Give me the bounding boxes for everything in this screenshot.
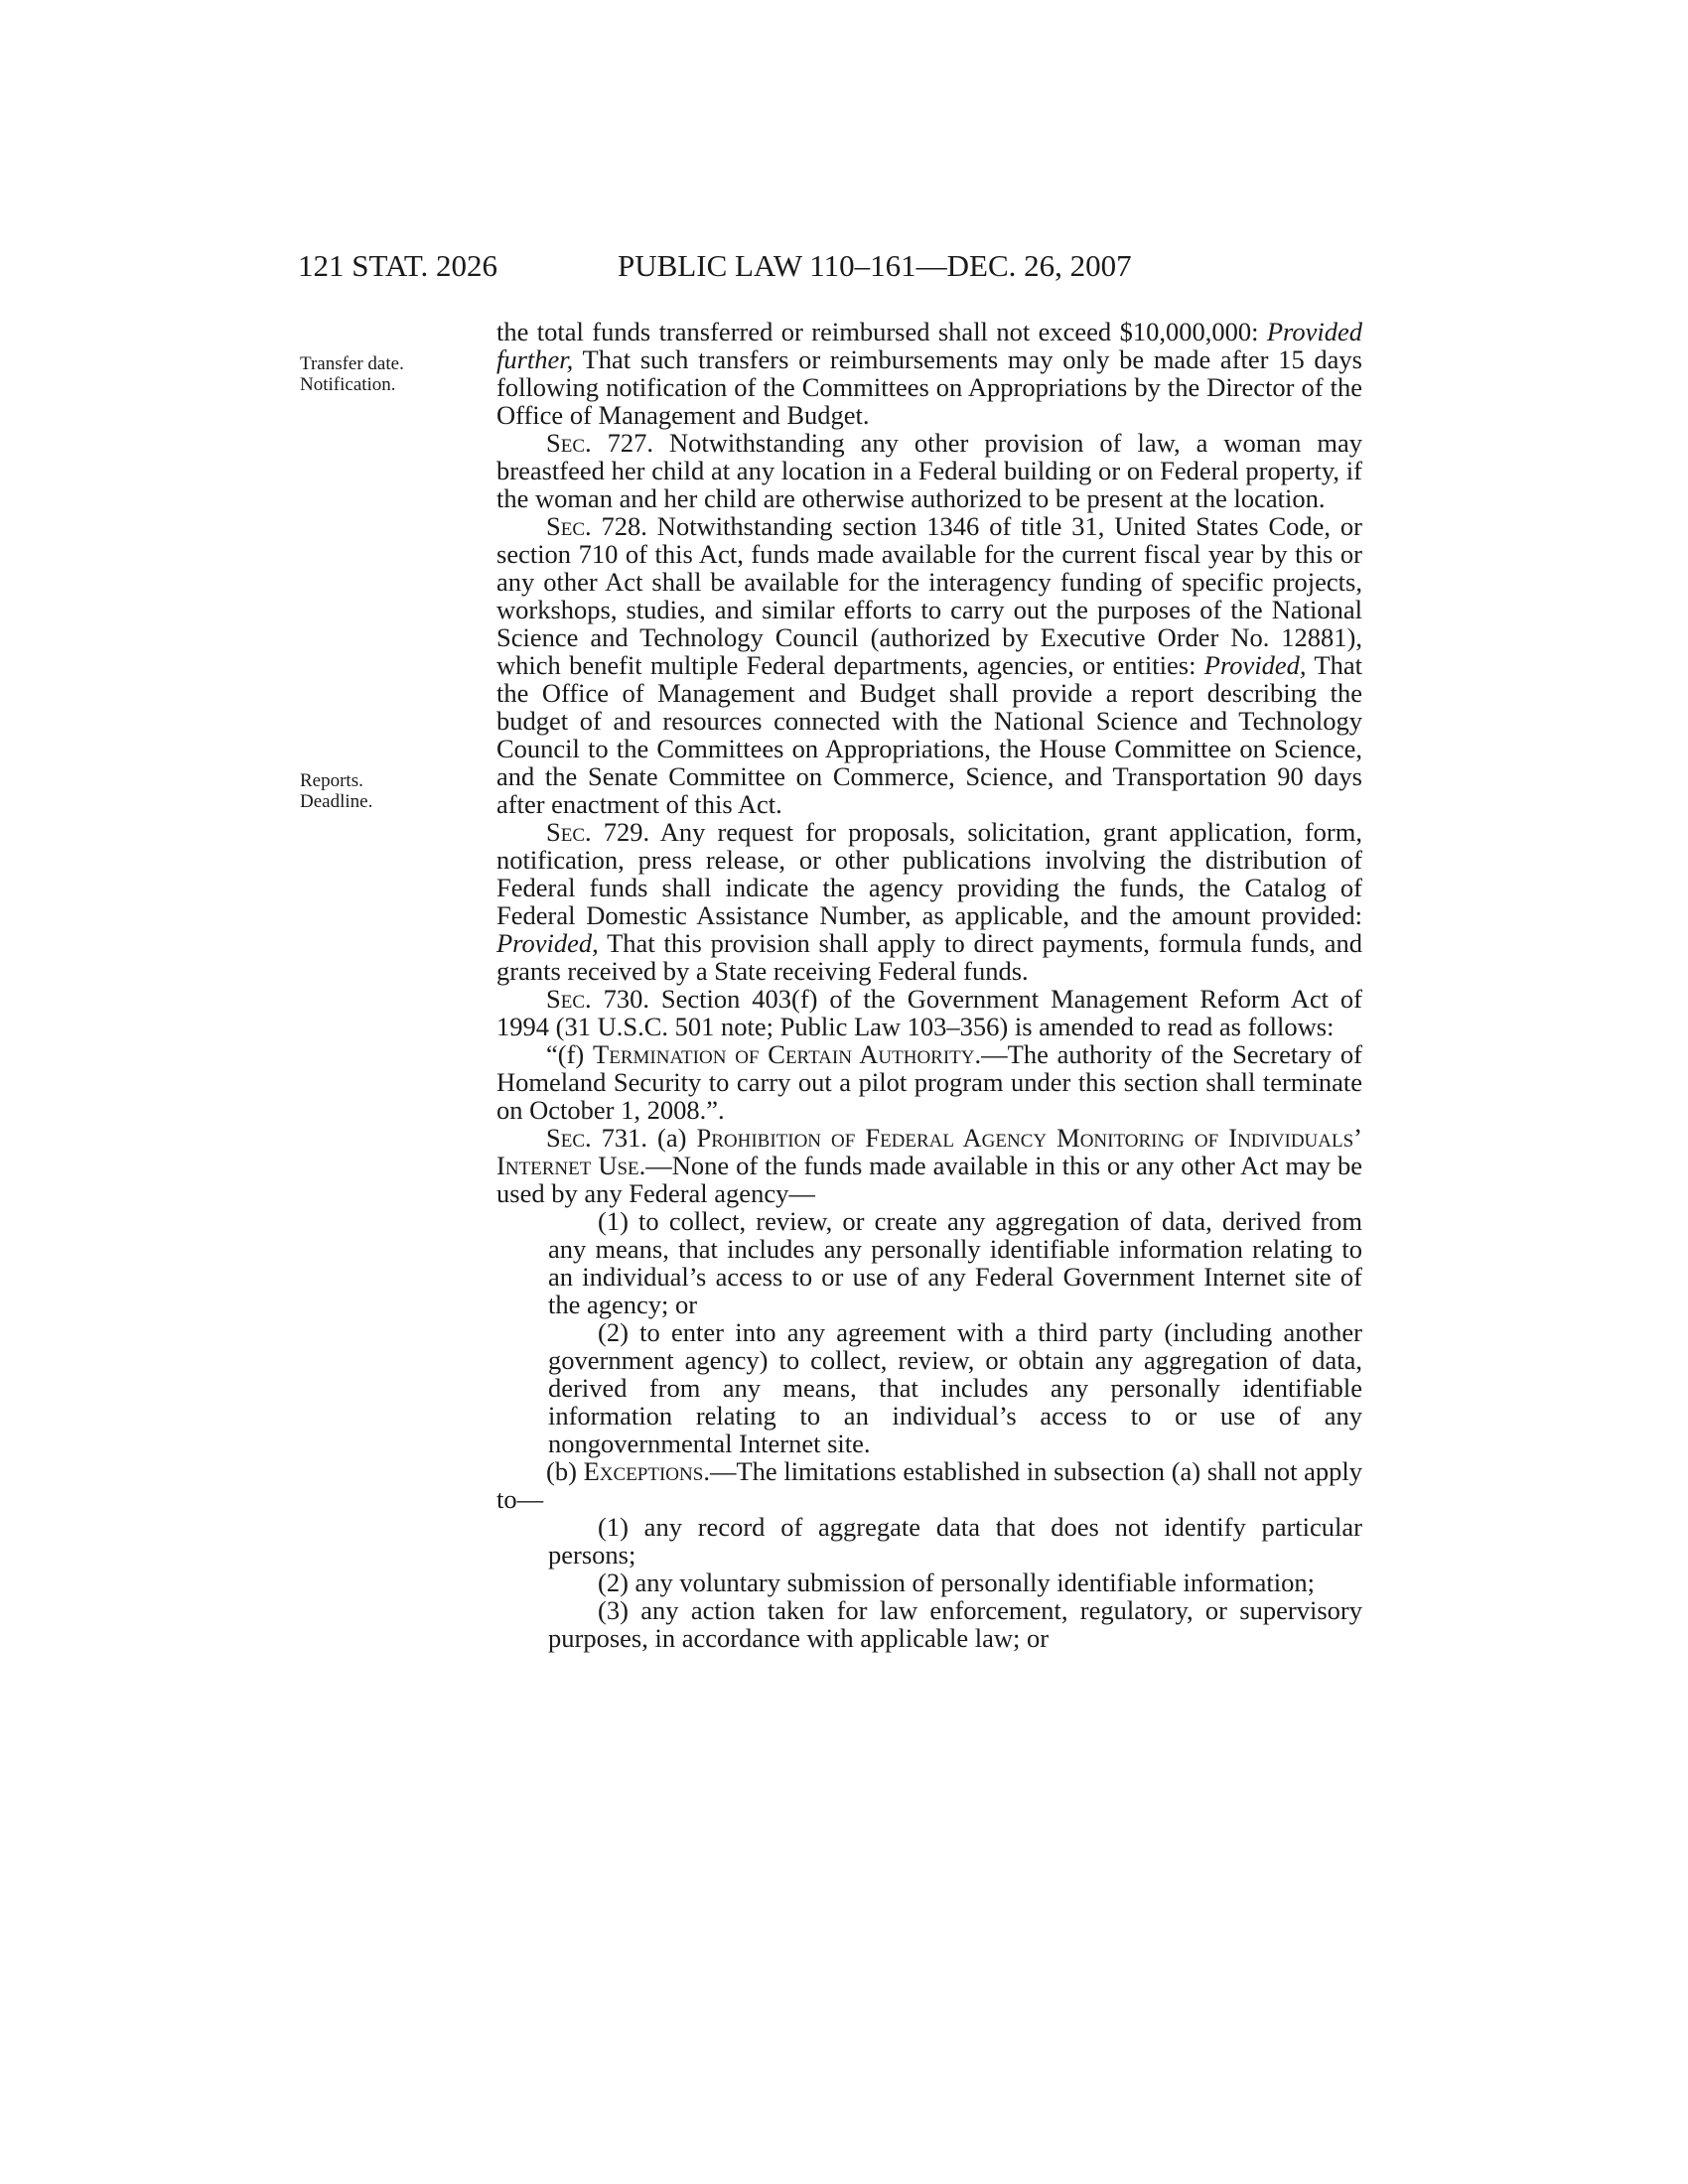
section-label: Sec [546, 984, 586, 1014]
subsection-heading: Exceptions [583, 1456, 704, 1486]
section-730: Sec. 730. Section 403(f) of the Government Management Reform Act of 1994 (31 U.S.C. 501 note; Public Law 103–356) is amended to read as follows: [496, 984, 1362, 1041]
running-head [298, 246, 1370, 286]
section-728: Sec. 728. Notwithstanding section 1346 of title 31, United States Code, or section 710 of this Act, funds made available for the current fiscal year by this or any other Act shall be available for the interagency funding of specific projects, workshops, studies, and similar efforts to carry out the purposes of the National Science and Technology Council (authorized by Executive Order No. 12881), which benefit multiple Federal departments, agencies, or entities: Provided, That the Office of Management and Budget shall provide a report describing the budget of and resources connected with the National Science and Technology Council to the Committees on Appropriations, the House Committee on Science, and the Senate Committee on Commerce, Science, and Transportation 90 days after enactment of this Act. [496, 511, 1362, 819]
section-731-b: (b) Exceptions.—The limitations established in subsection (a) shall not apply to— [496, 1456, 1363, 1514]
subsection-b-item: (3) any action taken for law enforcement, regulatory, or supervisory purposes, in accordance with applicable law; or [548, 1595, 1362, 1653]
margin-note-line: Deadline. [300, 791, 373, 812]
section-729: Sec. 729. Any request for proposals, solicitation, grant application, form, notification, press release, or other publications involving the distribution of Federal funds shall indicate the agency providing the funds, the Catalog of Federal Domestic Assistance Number, as applicable, and the amount provided: Provided, That this provision shall apply to direct payments, formula funds, and grants received by a State receiving Federal funds. [496, 817, 1362, 986]
section-727: Sec. 727. Notwithstanding any other provision of law, a woman may breastfeed her child at any location in a Federal building or on Federal property, if the woman and her child are otherwise authorized to be present at the location. [496, 428, 1362, 513]
section-730-quoted-text: “(f) Termination of Certain Authority.—The authority of the Secretary of Homeland Security to carry out a pilot program under this section shall terminate on October 1, 2008.”. [496, 1039, 1362, 1125]
margin-note-line: Transfer date. [300, 353, 404, 374]
section-label: Sec [546, 428, 586, 458]
section-731: Sec. 731. (a) Prohibition of Federal Agency Monitoring of Individuals’ Internet Use.—None of the funds made available in this or any other Act may be used by any Federal agency— [496, 1123, 1362, 1208]
section-label: Sec [546, 511, 586, 541]
section-label: Sec [546, 817, 586, 847]
margin-note-line: Notification. [300, 374, 396, 395]
subsection-a-item: (2) to enter into any agreement with a third party (including another government agency) to collect, review, or obtain any aggregation of data, derived from any means, that includes any personally identifiable information relating to an individual’s access to or use of any nongovernmental Internet site. [548, 1317, 1362, 1458]
margin-note-reports [300, 770, 469, 812]
subsection-heading: Prohibition of Federal Agency Monitoring of Individuals’ Internet Use [496, 1123, 1362, 1180]
subsection-a-item: (1) to collect, review, or create any aggregation of data, derived from any means, that includes any personally identifiable information relating to an individual’s access to or use of any Federal Government Internet site of the agency; or [548, 1206, 1362, 1319]
statute-citation: 121 STAT. 2026 [298, 248, 498, 283]
public-law-citation: PUBLIC LAW 110–161—DEC. 26, 2007 [618, 248, 1132, 283]
subsection-b-item: (2) any voluntary submission of personally identifiable information; [598, 1568, 1315, 1597]
subsection-heading: Termination of Certain Authority [593, 1039, 975, 1069]
continuation-paragraph: the total funds transferred or reimbursed shall not exceed $10,000,000: Provided further, That such transfers or reimbursements may only be made after 15 days following notification of the Committees on Appropriations by the Director of the Office of Management and Budget. [496, 317, 1362, 430]
margin-note-line: Reports. [300, 770, 363, 791]
statute-body [496, 318, 1362, 1652]
margin-note-transfer [300, 353, 469, 395]
section-label: Sec [546, 1123, 586, 1153]
subsection-b-item: (1) any record of aggregate data that does not identify particular persons; [548, 1512, 1362, 1570]
